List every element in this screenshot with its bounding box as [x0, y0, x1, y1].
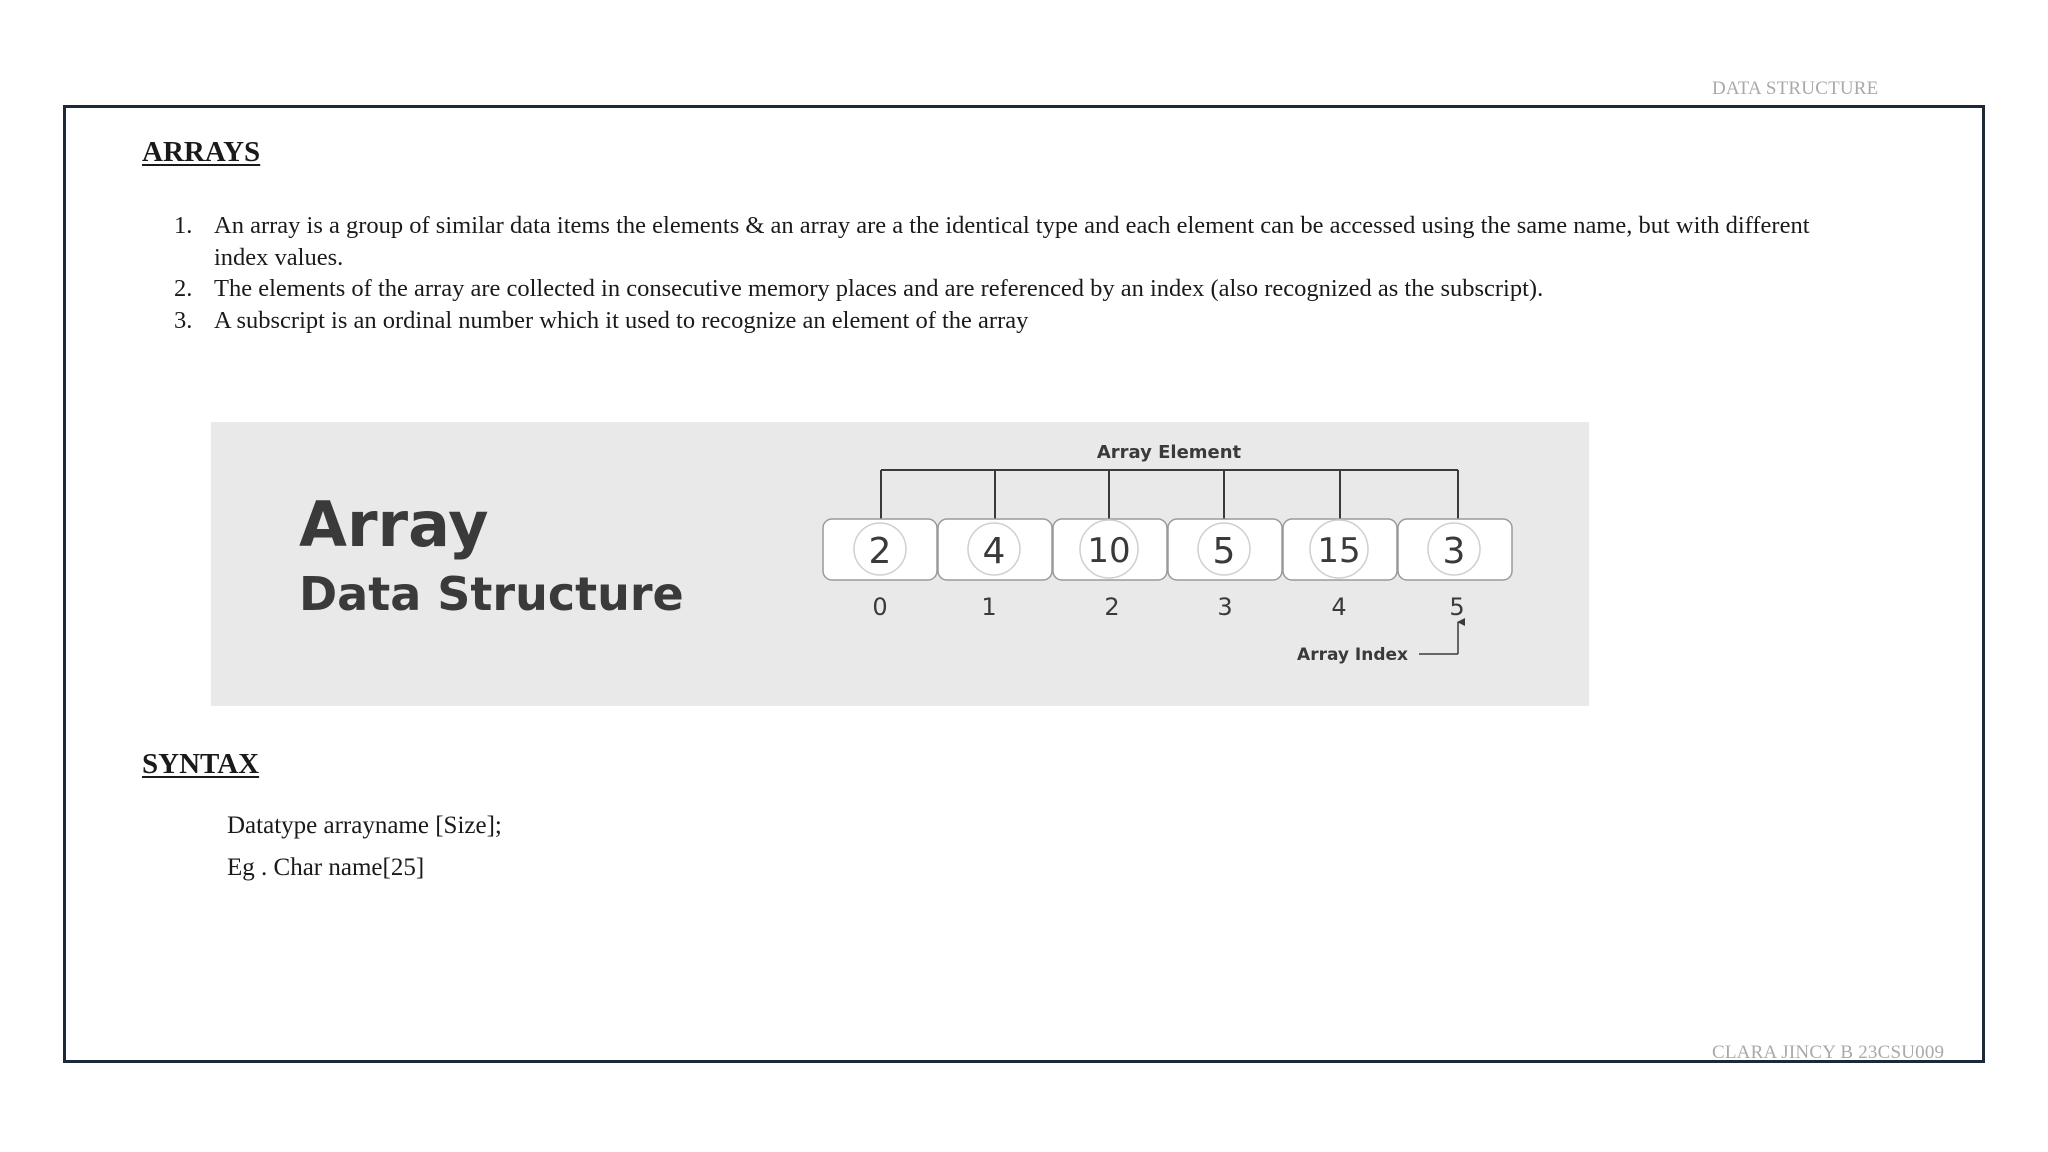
list-item	[168, 210, 1848, 273]
array-cell-4	[1283, 519, 1397, 580]
syntax-declaration: Datatype arrayname [Size];	[227, 812, 502, 839]
array-diagram-svg	[211, 422, 1589, 706]
list-number: 2.	[174, 275, 193, 302]
list-text: An array is a group of similar data items the elements & an array are a the identical type and each element can be accessed using the same name, but with different index values.	[214, 212, 1810, 271]
array-cell-value: 15	[1317, 531, 1361, 571]
array-cell-value: 10	[1087, 531, 1131, 571]
index-label: 2	[1104, 593, 1120, 621]
array-cell-5	[1398, 519, 1512, 580]
array-cell-value: 4	[982, 531, 1006, 572]
list-item	[168, 305, 1848, 337]
index-label: 5	[1449, 593, 1465, 621]
array-cell-3	[1168, 519, 1282, 580]
arrays-definition-list	[168, 210, 1848, 336]
syntax-example: Eg . Char name[25]	[227, 854, 425, 881]
index-label: 3	[1217, 593, 1233, 621]
index-label: 0	[872, 593, 888, 621]
list-number: 3.	[174, 306, 193, 334]
index-label: 4	[1331, 593, 1347, 621]
header-label: DATA STRUCTURE	[1712, 78, 1879, 99]
array-index-label: Array Index	[1297, 645, 1408, 665]
arrays-heading: ARRAYS	[142, 136, 261, 168]
list-text: A subscript is an ordinal number which it used to recognize an element of the array	[214, 306, 1029, 334]
array-cell-value: 5	[1212, 531, 1236, 572]
list-item	[168, 273, 1848, 305]
array-cell-2	[1053, 519, 1167, 580]
index-labels	[872, 593, 1464, 621]
diagram-title: Array	[299, 488, 489, 561]
list-text: The elements of the array are collected in consecutive memory places and are referenced by an index (also recognized as the subscript).	[214, 275, 1544, 302]
array-diagram	[211, 422, 1589, 706]
syntax-heading: SYNTAX	[142, 748, 260, 780]
array-cell-1	[938, 519, 1052, 580]
array-element-label: Array Element	[1096, 442, 1242, 463]
array-cell-value: 2	[868, 531, 892, 572]
index-label: 1	[981, 593, 997, 621]
array-cell-0	[823, 519, 937, 580]
list-number: 1.	[174, 212, 193, 239]
diagram-subtitle: Data Structure	[299, 567, 684, 621]
array-cell-value: 3	[1442, 531, 1466, 572]
footer-author-label: CLARA JINCY B 23CSU009	[1712, 1042, 1945, 1063]
